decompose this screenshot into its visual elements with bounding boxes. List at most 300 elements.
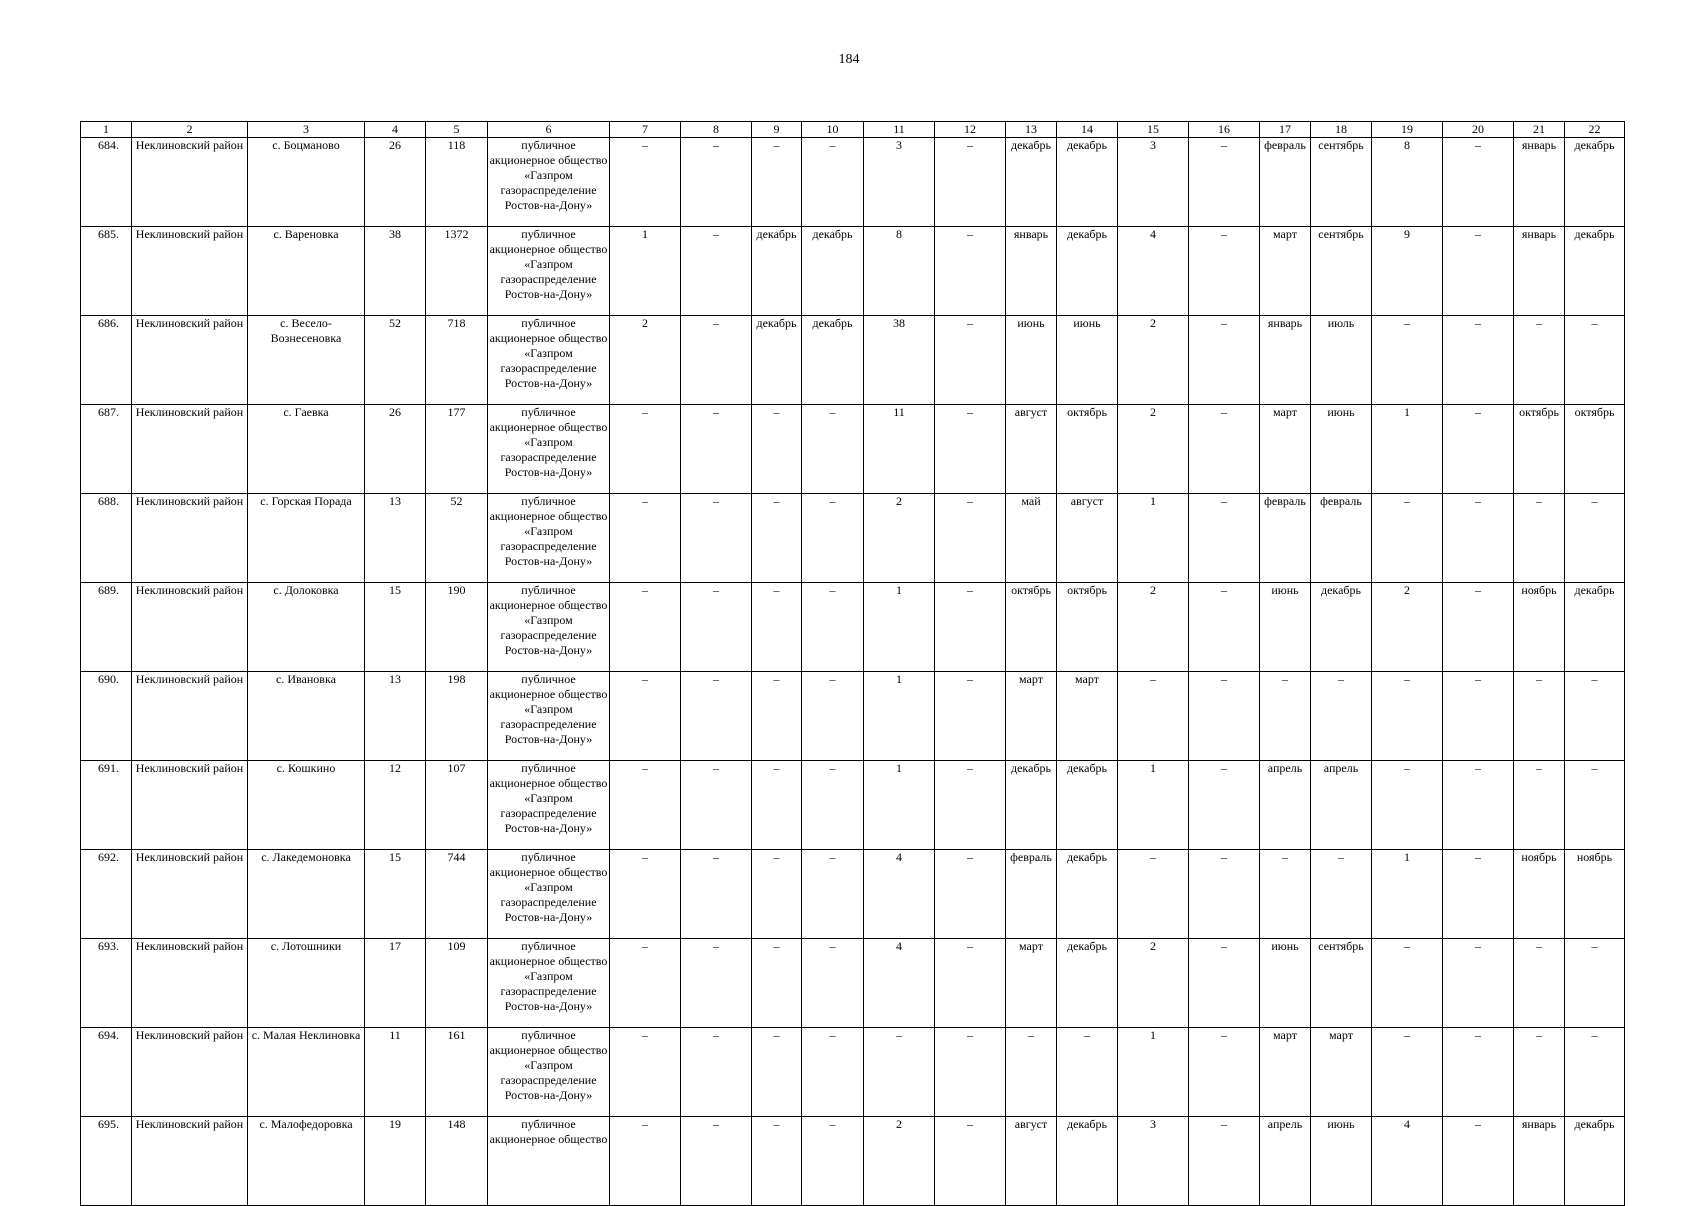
table-cell: – (752, 939, 802, 1028)
table-cell: – (1189, 1028, 1260, 1117)
table-row (81, 316, 1625, 405)
table-cell: с. Малофедоровка (248, 1117, 365, 1206)
table-cell: 109 (426, 939, 488, 1028)
table-cell: июнь (1260, 583, 1311, 672)
row-number-cell: 691. (81, 761, 132, 850)
table-cell: декабрь (1057, 850, 1118, 939)
table-cell: – (1443, 761, 1514, 850)
table-cell: – (1443, 939, 1514, 1028)
table-cell: март (1311, 1028, 1372, 1117)
table-cell: февраль (1311, 494, 1372, 583)
table-cell: март (1260, 405, 1311, 494)
table-cell: – (1006, 1028, 1057, 1117)
column-header-17: 17 (1260, 122, 1311, 138)
table-cell: июнь (1057, 316, 1118, 405)
table-cell: – (610, 583, 681, 672)
table-cell: декабрь (1565, 1117, 1625, 1206)
table-cell: 13 (365, 672, 426, 761)
table-cell: – (1514, 672, 1565, 761)
table-cell: публичное акционерное общество «Газпром газораспределение Ростов-на-Дону» (488, 583, 610, 672)
table-cell: 52 (365, 316, 426, 405)
table-cell: с. Боцманово (248, 138, 365, 227)
table-cell: – (935, 761, 1006, 850)
table-cell: 3 (1118, 138, 1189, 227)
table-cell: – (935, 138, 1006, 227)
table-cell: ноябрь (1514, 850, 1565, 939)
table-cell: январь (1514, 1117, 1565, 1206)
table-cell: 8 (1372, 138, 1443, 227)
table-cell: – (1443, 583, 1514, 672)
table-cell: – (1514, 494, 1565, 583)
table-cell: – (802, 583, 864, 672)
table-cell: – (1057, 1028, 1118, 1117)
table-cell: – (752, 138, 802, 227)
table-cell: 161 (426, 1028, 488, 1117)
data-table (80, 121, 1625, 1206)
table-cell: – (1565, 316, 1625, 405)
table-cell: июнь (1006, 316, 1057, 405)
table-cell: – (1189, 1117, 1260, 1206)
table-cell: 1 (864, 761, 935, 850)
table-cell: май (1006, 494, 1057, 583)
table-cell: 8 (864, 227, 935, 316)
column-header-12: 12 (935, 122, 1006, 138)
table-body (81, 138, 1625, 1206)
table-cell: – (1260, 672, 1311, 761)
table-cell: – (610, 1117, 681, 1206)
table-row (81, 138, 1625, 227)
table-cell: – (681, 494, 752, 583)
column-header-18: 18 (1311, 122, 1372, 138)
row-number-cell: 685. (81, 227, 132, 316)
table-cell: – (752, 850, 802, 939)
table-cell: – (1372, 1028, 1443, 1117)
row-number-cell: 694. (81, 1028, 132, 1117)
row-number-cell: 692. (81, 850, 132, 939)
table-cell: 19 (365, 1117, 426, 1206)
table-cell: – (1118, 850, 1189, 939)
page-number: 184 (838, 52, 860, 67)
table-cell: Неклиновский район (132, 138, 248, 227)
table-cell: 4 (1372, 1117, 1443, 1206)
table-cell: с. Вареновка (248, 227, 365, 316)
table-cell: – (681, 939, 752, 1028)
table-cell: публичное акционерное общество «Газпром газораспределение Ростов-на-Дону» (488, 939, 610, 1028)
column-header-15: 15 (1118, 122, 1189, 138)
table-cell: март (1057, 672, 1118, 761)
row-number-cell: 695. (81, 1117, 132, 1206)
table-cell: – (1372, 761, 1443, 850)
table-row (81, 1117, 1625, 1206)
table-cell: 1 (1118, 1028, 1189, 1117)
table-cell: – (681, 583, 752, 672)
table-row (81, 583, 1625, 672)
table-cell: – (802, 850, 864, 939)
column-header-19: 19 (1372, 122, 1443, 138)
table-cell: декабрь (1057, 1117, 1118, 1206)
header-row (81, 122, 1625, 138)
table-cell: декабрь (1006, 761, 1057, 850)
table-cell: – (1189, 850, 1260, 939)
table-cell: – (1372, 939, 1443, 1028)
table-cell: 2 (1372, 583, 1443, 672)
table-cell: – (802, 494, 864, 583)
table-cell: публичное акционерное общество (488, 1117, 610, 1206)
table-row (81, 672, 1625, 761)
table-cell: 3 (864, 138, 935, 227)
row-number-cell: 689. (81, 583, 132, 672)
table-cell: – (1443, 1117, 1514, 1206)
table-cell: 2 (1118, 316, 1189, 405)
column-header-22: 22 (1565, 122, 1625, 138)
table-cell: – (1311, 672, 1372, 761)
table-cell: декабрь (802, 227, 864, 316)
table-cell: – (1443, 672, 1514, 761)
table-cell: 1 (1372, 850, 1443, 939)
table-cell: – (1189, 939, 1260, 1028)
table-cell: ноябрь (1565, 850, 1625, 939)
table-cell: с. Лакедемоновка (248, 850, 365, 939)
table-cell: – (802, 761, 864, 850)
column-header-16: 16 (1189, 122, 1260, 138)
table-cell: – (802, 138, 864, 227)
table-cell: – (681, 672, 752, 761)
table-cell: публичное акционерное общество «Газпром газораспределение Ростов-на-Дону» (488, 405, 610, 494)
table-cell: – (681, 1117, 752, 1206)
table-cell: – (681, 227, 752, 316)
table-cell: 148 (426, 1117, 488, 1206)
table-cell: март (1260, 1028, 1311, 1117)
table-cell: с. Лотошники (248, 939, 365, 1028)
table-cell: 52 (426, 494, 488, 583)
table-cell: 13 (365, 494, 426, 583)
table-cell: Неклиновский район (132, 672, 248, 761)
table-cell: Неклиновский район (132, 761, 248, 850)
table-cell: 38 (365, 227, 426, 316)
table-cell: с. Ивановка (248, 672, 365, 761)
table-cell: 9 (1372, 227, 1443, 316)
row-number-cell: 690. (81, 672, 132, 761)
table-cell: – (1118, 672, 1189, 761)
table-cell: декабрь (1565, 138, 1625, 227)
table-cell: – (1514, 939, 1565, 1028)
table-cell: 2 (1118, 939, 1189, 1028)
table-cell: 744 (426, 850, 488, 939)
table-cell: декабрь (1057, 138, 1118, 227)
table-cell: – (610, 761, 681, 850)
table-cell: 2 (610, 316, 681, 405)
table-cell: публичное акционерное общество «Газпром газораспределение Ростов-на-Дону» (488, 138, 610, 227)
table-cell: – (935, 1028, 1006, 1117)
table-cell: 26 (365, 405, 426, 494)
table-cell: с. Горская Порада (248, 494, 365, 583)
table-cell: июнь (1260, 939, 1311, 1028)
column-header-10: 10 (802, 122, 864, 138)
table-cell: Неклиновский район (132, 227, 248, 316)
table-cell: 11 (864, 405, 935, 494)
table-cell: 4 (864, 850, 935, 939)
table-cell: – (935, 583, 1006, 672)
table-cell: – (1189, 227, 1260, 316)
table-cell: – (1189, 583, 1260, 672)
table-cell: октябрь (1006, 583, 1057, 672)
column-header-6: 6 (488, 122, 610, 138)
table-cell: – (1189, 138, 1260, 227)
table-cell: Неклиновский район (132, 939, 248, 1028)
table-cell: – (752, 672, 802, 761)
table-cell: – (935, 850, 1006, 939)
table-cell: январь (1514, 138, 1565, 227)
table-cell: июнь (1311, 1117, 1372, 1206)
table-cell: Неклиновский район (132, 1028, 248, 1117)
table-cell: – (1565, 761, 1625, 850)
table-cell: – (681, 405, 752, 494)
table-cell: – (802, 1117, 864, 1206)
column-header-3: 3 (248, 122, 365, 138)
table-cell: 17 (365, 939, 426, 1028)
row-number-cell: 693. (81, 939, 132, 1028)
table-cell: – (610, 850, 681, 939)
table-cell: – (802, 672, 864, 761)
table-cell: с. Весело-Вознесеновка (248, 316, 365, 405)
table-cell: – (1372, 672, 1443, 761)
table-cell: – (610, 939, 681, 1028)
table-cell: 15 (365, 850, 426, 939)
table-cell: – (1443, 1028, 1514, 1117)
table-cell: – (1443, 316, 1514, 405)
table-cell: – (935, 1117, 1006, 1206)
table-cell: с. Малая Неклиновка (248, 1028, 365, 1117)
table-cell: Неклиновский район (132, 316, 248, 405)
table-cell: 1 (864, 583, 935, 672)
table-row (81, 494, 1625, 583)
table-cell: 11 (365, 1028, 426, 1117)
table-cell: октябрь (1514, 405, 1565, 494)
table-cell: – (1443, 494, 1514, 583)
table-cell: 718 (426, 316, 488, 405)
table-cell: – (1372, 494, 1443, 583)
table-row (81, 761, 1625, 850)
table-cell: 118 (426, 138, 488, 227)
table-cell: – (802, 1028, 864, 1117)
table-cell: – (1311, 850, 1372, 939)
table-cell: 15 (365, 583, 426, 672)
table-cell: публичное акционерное общество «Газпром газораспределение Ростов-на-Дону» (488, 1028, 610, 1117)
table-cell: ноябрь (1514, 583, 1565, 672)
table-cell: публичное акционерное общество «Газпром газораспределение Ростов-на-Дону» (488, 494, 610, 583)
table-cell: – (610, 138, 681, 227)
table-cell: – (935, 494, 1006, 583)
table-cell: – (1443, 405, 1514, 494)
table-cell: Неклиновский район (132, 583, 248, 672)
table-cell: 177 (426, 405, 488, 494)
table-cell: Неклиновский район (132, 405, 248, 494)
table-cell: октябрь (1057, 405, 1118, 494)
table-cell: – (1189, 494, 1260, 583)
table-cell: декабрь (1057, 761, 1118, 850)
column-header-11: 11 (864, 122, 935, 138)
row-number-cell: 686. (81, 316, 132, 405)
column-header-9: 9 (752, 122, 802, 138)
column-header-1: 1 (81, 122, 132, 138)
table-cell: – (1189, 405, 1260, 494)
table-cell: Неклиновский район (132, 850, 248, 939)
table-cell: – (1565, 939, 1625, 1028)
table-cell: 1 (1118, 761, 1189, 850)
table-cell: – (935, 939, 1006, 1028)
table-cell: декабрь (1565, 583, 1625, 672)
table-cell: – (752, 494, 802, 583)
table-cell: март (1006, 672, 1057, 761)
table-cell: 107 (426, 761, 488, 850)
column-header-2: 2 (132, 122, 248, 138)
table-cell: – (802, 939, 864, 1028)
table-cell: – (1565, 494, 1625, 583)
column-header-7: 7 (610, 122, 681, 138)
table-cell: 1 (864, 672, 935, 761)
table-cell: январь (1006, 227, 1057, 316)
column-header-14: 14 (1057, 122, 1118, 138)
table-cell: 1372 (426, 227, 488, 316)
table-cell: январь (1514, 227, 1565, 316)
column-header-13: 13 (1006, 122, 1057, 138)
table-row (81, 405, 1625, 494)
table-cell: декабрь (1311, 583, 1372, 672)
table-row (81, 1028, 1625, 1117)
table-cell: – (1189, 316, 1260, 405)
column-header-21: 21 (1514, 122, 1565, 138)
table-cell: апрель (1311, 761, 1372, 850)
column-header-8: 8 (681, 122, 752, 138)
table-cell: декабрь (1565, 227, 1625, 316)
column-header-5: 5 (426, 122, 488, 138)
table-cell: – (752, 1117, 802, 1206)
column-header-4: 4 (365, 122, 426, 138)
table-cell: – (610, 1028, 681, 1117)
table-cell: – (802, 405, 864, 494)
table-cell: – (752, 405, 802, 494)
table-cell: с. Долоковка (248, 583, 365, 672)
table-cell: – (1260, 850, 1311, 939)
table-cell: декабрь (1057, 227, 1118, 316)
table-cell: – (935, 405, 1006, 494)
table-cell: – (1514, 761, 1565, 850)
table-row (81, 939, 1625, 1028)
table-cell: публичное акционерное общество «Газпром газораспределение Ростов-на-Дону» (488, 672, 610, 761)
table-cell: публичное акционерное общество «Газпром газораспределение Ростов-на-Дону» (488, 850, 610, 939)
table-cell: декабрь (1057, 939, 1118, 1028)
table-cell: декабрь (752, 227, 802, 316)
table-cell: декабрь (802, 316, 864, 405)
table-cell: июль (1311, 316, 1372, 405)
table-cell: 4 (864, 939, 935, 1028)
table-cell: 190 (426, 583, 488, 672)
table-cell: октябрь (1565, 405, 1625, 494)
table-cell: октябрь (1057, 583, 1118, 672)
table-cell: 1 (610, 227, 681, 316)
table-cell: – (1189, 672, 1260, 761)
table-cell: 2 (1118, 405, 1189, 494)
table-cell: декабрь (752, 316, 802, 405)
row-number-cell: 688. (81, 494, 132, 583)
row-number-cell: 684. (81, 138, 132, 227)
table-cell: август (1057, 494, 1118, 583)
table-cell: – (681, 316, 752, 405)
table-cell: февраль (1260, 494, 1311, 583)
table-cell: 2 (864, 494, 935, 583)
table-cell: – (1565, 1028, 1625, 1117)
table-cell: 4 (1118, 227, 1189, 316)
table-cell: – (935, 316, 1006, 405)
column-header-20: 20 (1443, 122, 1514, 138)
table-cell: 2 (1118, 583, 1189, 672)
table-cell: – (681, 1028, 752, 1117)
table-cell: – (681, 761, 752, 850)
table-cell: 1 (1118, 494, 1189, 583)
table-cell: 38 (864, 316, 935, 405)
table-cell: 26 (365, 138, 426, 227)
table-cell: публичное акционерное общество «Газпром газораспределение Ростов-на-Дону» (488, 316, 610, 405)
table-cell: публичное акционерное общество «Газпром газораспределение Ростов-на-Дону» (488, 227, 610, 316)
table-cell: апрель (1260, 1117, 1311, 1206)
table-cell: – (1565, 672, 1625, 761)
table-cell: – (752, 761, 802, 850)
table-cell: – (752, 583, 802, 672)
row-number-cell: 687. (81, 405, 132, 494)
table-cell: Неклиновский район (132, 1117, 248, 1206)
table-cell: с. Гаевка (248, 405, 365, 494)
table-cell: сентябрь (1311, 138, 1372, 227)
table-cell: 1 (1372, 405, 1443, 494)
table-cell: – (1443, 138, 1514, 227)
table-cell: апрель (1260, 761, 1311, 850)
table-cell: июнь (1311, 405, 1372, 494)
table-cell: – (1514, 1028, 1565, 1117)
table-cell: январь (1260, 316, 1311, 405)
table-cell: – (610, 405, 681, 494)
table-cell: – (1372, 316, 1443, 405)
table-cell: март (1006, 939, 1057, 1028)
table-cell: публичное акционерное общество «Газпром газораспределение Ростов-на-Дону» (488, 761, 610, 850)
table-cell: – (935, 672, 1006, 761)
table-cell: август (1006, 405, 1057, 494)
table-cell: Неклиновский район (132, 494, 248, 583)
table-row (81, 850, 1625, 939)
table-cell: февраль (1260, 138, 1311, 227)
table-cell: – (610, 672, 681, 761)
table-cell: с. Кошкино (248, 761, 365, 850)
table-cell: – (864, 1028, 935, 1117)
table-cell: – (1443, 227, 1514, 316)
table-cell: сентябрь (1311, 227, 1372, 316)
table-cell: – (610, 494, 681, 583)
table-cell: – (935, 227, 1006, 316)
table-cell: – (752, 1028, 802, 1117)
table-cell: – (681, 138, 752, 227)
table-cell: август (1006, 1117, 1057, 1206)
table-cell: 12 (365, 761, 426, 850)
table-cell: март (1260, 227, 1311, 316)
table-cell: 2 (864, 1117, 935, 1206)
table-cell: – (1443, 850, 1514, 939)
table-cell: 198 (426, 672, 488, 761)
table-cell: – (1189, 761, 1260, 850)
table-row (81, 227, 1625, 316)
table-cell: – (681, 850, 752, 939)
table-cell: декабрь (1006, 138, 1057, 227)
table-cell: сентябрь (1311, 939, 1372, 1028)
table-cell: 3 (1118, 1117, 1189, 1206)
